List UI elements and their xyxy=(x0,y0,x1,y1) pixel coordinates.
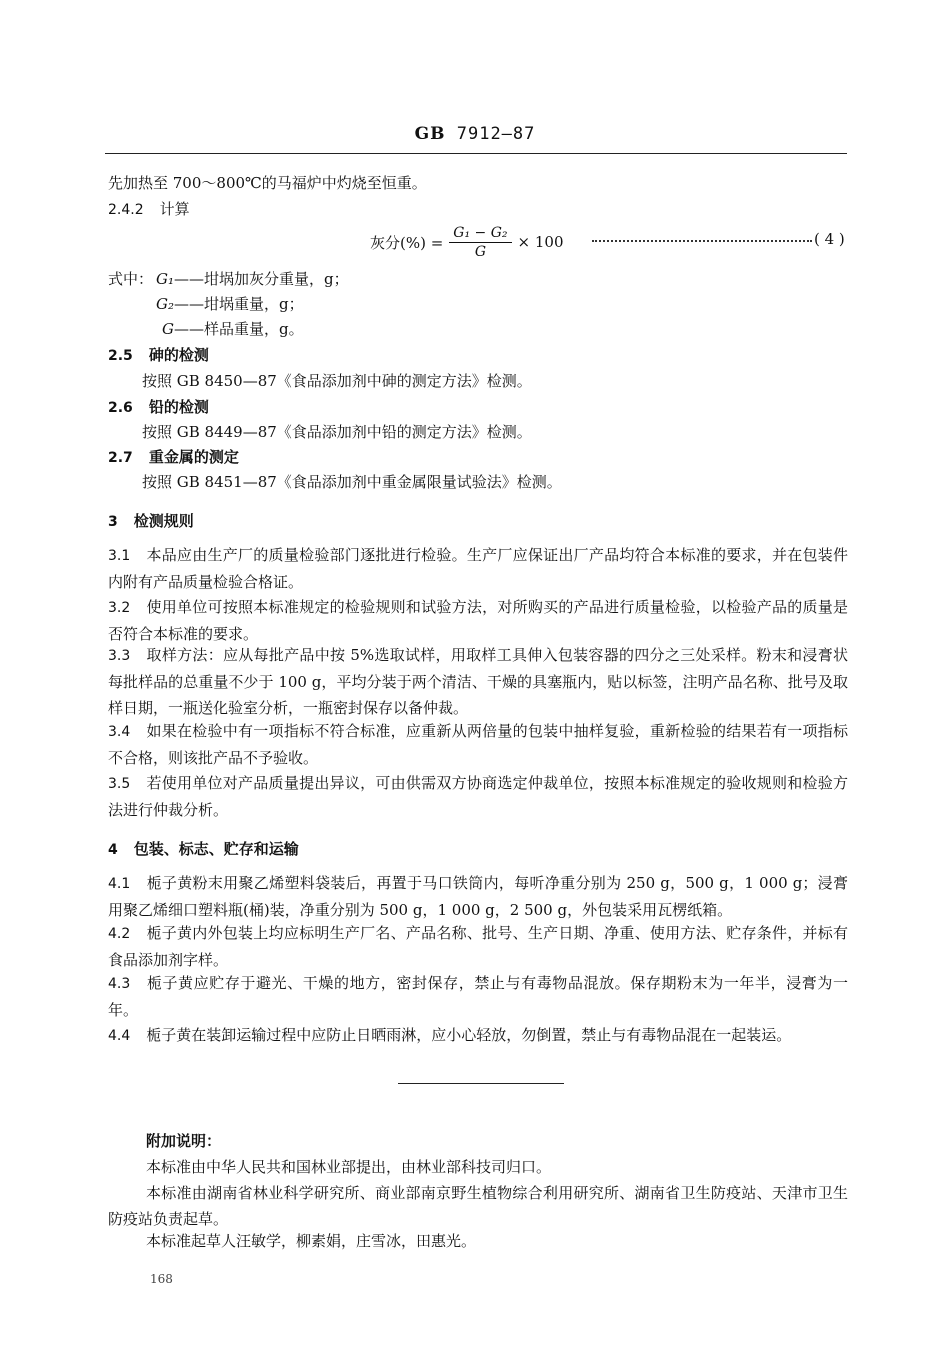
clause-text: 使用单位可按照本标准规定的检验规则和试验方法，对所购买的产品进行质量检验，以检验产品的质量是否符合本标准的要求。 xyxy=(108,598,848,643)
header-code: 7912—87 xyxy=(456,124,536,144)
section-number: 2.6 xyxy=(108,400,133,416)
section-2-7-heading xyxy=(108,444,848,471)
ash-formula xyxy=(370,222,564,262)
formula-lhs: 灰分(%) = xyxy=(370,233,444,252)
section-2-6-heading xyxy=(108,394,848,421)
section-2-5-heading xyxy=(108,342,848,369)
header-prefix: GB xyxy=(414,124,446,144)
clause-number: 4.4 xyxy=(108,1028,131,1044)
clause-4-3 xyxy=(108,970,848,1023)
clause-number: 3.4 xyxy=(108,724,131,740)
formula-leader-dots xyxy=(592,232,812,242)
section-2-4-1-continuation: 先加热至 700～800℃的马福炉中灼烧至恒重。 xyxy=(108,174,427,192)
section-4-heading xyxy=(108,836,848,863)
where-desc: ——坩埚重量，g； xyxy=(174,295,304,313)
section-number: 3 xyxy=(108,514,118,530)
where-desc: ——坩埚加灰分重量，g； xyxy=(174,270,349,288)
where-symbol: G xyxy=(162,320,174,338)
where-item xyxy=(162,316,304,342)
equation-number: ( 4 ) xyxy=(814,230,845,248)
end-rule xyxy=(398,1083,564,1084)
clause-4-1 xyxy=(108,870,848,923)
appendix-title: 附加说明： xyxy=(146,1132,222,1150)
clause-text: 栀子黄在装卸运输过程中应防止日晒雨淋，应小心轻放，勿倒置，禁止与有毒物品混在一起装运。 xyxy=(146,1026,792,1044)
clause-number: 3.1 xyxy=(108,548,131,564)
appendix-line: 本标准由湖南省林业科学研究所、商业部南京野生植物综合利用研究所、湖南省卫生防疫站、天津市卫生防疫站负责起草。 xyxy=(108,1184,848,1228)
where-desc: ——样品重量，g。 xyxy=(173,320,304,338)
formula-rhs: × 100 xyxy=(517,233,564,251)
section-2-5-body: 按照 GB 8450—87《食品添加剂中砷的测定方法》检测。 xyxy=(142,372,532,390)
where-symbol: G₂ xyxy=(156,295,174,313)
where-symbol: G₁ xyxy=(156,270,174,288)
section-2-7-body: 按照 GB 8451—87《食品添加剂中重金属限量试验法》检测。 xyxy=(142,473,562,491)
clause-3-1 xyxy=(108,542,848,595)
section-title: 铅的检测 xyxy=(148,398,209,416)
formula-numerator: G₁ − G₂ xyxy=(449,224,511,243)
clause-number: 3.3 xyxy=(108,648,131,664)
clause-number: 4.2 xyxy=(108,926,131,942)
section-title: 重金属的测定 xyxy=(148,448,239,466)
clause-4-4 xyxy=(108,1022,848,1049)
section-number: 2.4.2 xyxy=(108,202,144,218)
section-3-heading xyxy=(108,508,848,535)
clause-3-2 xyxy=(108,594,848,647)
appendix-line: 本标准由中华人民共和国林业部提出，由林业部科技司归口。 xyxy=(146,1158,552,1176)
clause-3-4 xyxy=(108,718,848,771)
header-rule xyxy=(105,153,847,154)
clause-number: 3.2 xyxy=(108,600,131,616)
clause-3-3 xyxy=(108,642,848,721)
where-item xyxy=(156,266,349,292)
section-title: 砷的检测 xyxy=(148,346,209,364)
page-number: 168 xyxy=(150,1272,173,1286)
clause-text: 取样方法：应从每批产品中按 5%选取试样，用取样工具伸入包装容器的四分之三处采样。粉末和浸膏状每批样品的总重量不少于 100 g，平均分装于两个清洁、干燥的具塞瓶内，贴以标签，注明产品名称、批号及取样日期，一瓶送化验室分析，一瓶密封保存以备仲裁。 xyxy=(108,646,848,717)
section-title: 检测规则 xyxy=(133,512,194,530)
section-2-6-body: 按照 GB 8449—87《食品添加剂中铅的测定方法》检测。 xyxy=(142,423,532,441)
clause-text: 如果在检验中有一项指标不符合标准，应重新从两倍量的包装中抽样复验，重新检验的结果若有一项指标不合格，则该批产品不予验收。 xyxy=(108,722,848,767)
section-number: 2.7 xyxy=(108,450,133,466)
clause-text: 栀子黄内外包装上均应标明生产厂名、产品名称、批号、生产日期、净重、使用方法、贮存条件，并标有食品添加剂字样。 xyxy=(108,924,848,969)
formula-denominator: G xyxy=(474,243,486,260)
clause-number: 4.1 xyxy=(108,876,131,892)
clause-text: 若使用单位对产品质量提出异议，可由供需双方协商选定仲裁单位，按照本标准规定的验收规则和检验方法进行仲裁分析。 xyxy=(108,774,848,819)
document-header xyxy=(0,124,950,144)
appendix-line: 本标准起草人汪敏学，柳素娟，庄雪冰，田惠光。 xyxy=(146,1232,477,1250)
section-title: 包装、标志、贮存和运输 xyxy=(133,840,299,858)
clause-text: 栀子黄粉末用聚乙烯塑料袋装后，再置于马口铁筒内，每听净重分别为 250 g，500 g，1 000 g；浸膏用聚乙烯细口塑料瓶(桶)装，净重分别为 500 g，1 000 g，2 500 g，外包装采用瓦楞纸箱。 xyxy=(108,874,848,919)
section-number: 2.5 xyxy=(108,348,133,364)
clause-text: 栀子黄应贮存于避光、干燥的地方，密封保存，禁止与有毒物品混放。保存期粉末为一年半，浸膏为一年。 xyxy=(108,974,848,1019)
section-title: 计算 xyxy=(159,200,190,218)
where-item xyxy=(156,291,304,317)
clause-3-5 xyxy=(108,770,848,823)
clause-number: 3.5 xyxy=(108,776,131,792)
clause-4-2 xyxy=(108,920,848,973)
clause-number: 4.3 xyxy=(108,976,131,992)
formula-fraction xyxy=(449,224,511,261)
section-2-4-2-heading xyxy=(108,196,848,223)
section-number: 4 xyxy=(108,842,118,858)
clause-text: 本品应由生产厂的质量检验部门逐批进行检验。生产厂应保证出厂产品均符合本标准的要求，并在包装件内附有产品质量检验合格证。 xyxy=(108,546,848,591)
where-lead: 式中： xyxy=(108,270,154,288)
